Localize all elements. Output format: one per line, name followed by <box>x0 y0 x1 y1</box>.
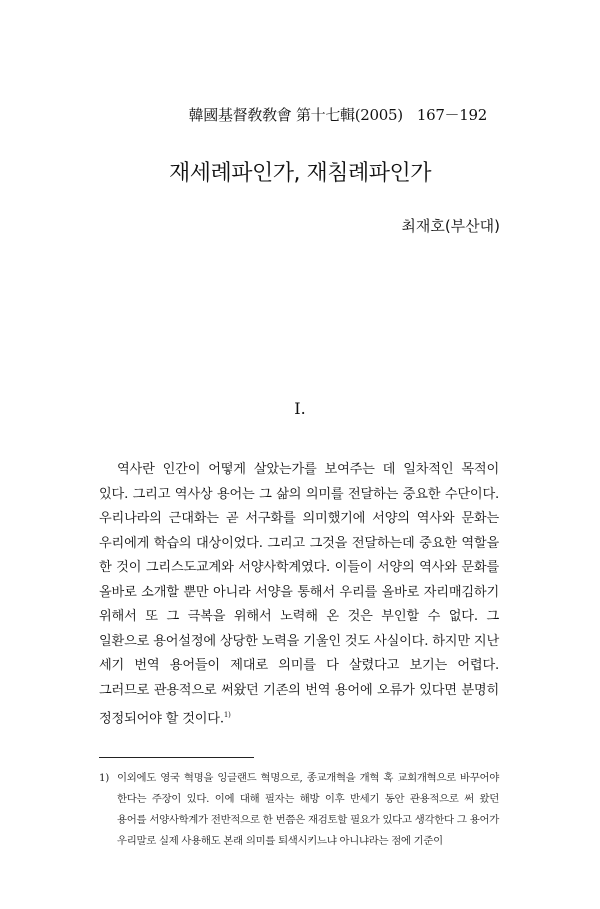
section-heading: I. <box>294 399 306 418</box>
footnote-mark: 1) <box>99 772 110 784</box>
footnote-reference[interactable]: 1) <box>223 711 231 719</box>
page-range: 167－192 <box>416 106 487 124</box>
article-title: 재세례파인가, 재침례파인가 <box>168 161 431 186</box>
body-paragraph <box>99 458 499 732</box>
paragraph-text: 역사란 인간이 어떻게 살았는가를 보여주는 데 일차적인 목적이 있다. 그리고 역사상 용어는 그 삶의 의미를 전달하는 중요한 수단이다. 우리나라의 근대화는 곧 서구화를 의미했기에 서양의 역사와 문화는 우리에게 학습의 대상이었다. 그리고 그것을 전달하는데 중요한 역할을 한 것이 그리스도교계와 서양사학계였다. 이들이 서양의 역사와 문화를 올바로 소개할 뿐만 아니라 서양을 통해서 우리를 올바로 자리매김하기 위해서 또 그 극복을 위해서 노력해 온 것은 부인할 수 없다. 그 일환으로 용어설정에 상당한 노력을 기울인 것도 사실이다. 하지만 지난 세기 번역 용어들이 제대로 의미를 다 살렸다고 보기는 어렵다. 그러므로 관용적으로 써왔던 기존의 번역 용어에 오류가 있다면 분명히 정정되어야 할 것이다. <box>99 462 499 727</box>
article-author: 최재호(부산대) <box>401 217 500 235</box>
footnote <box>99 768 499 852</box>
footnote-text: 이외에도 영국 혁명을 잉글랜드 혁명으로, 종교개혁을 개혁 혹 교회개혁으로 바꾸어야 한다는 주장이 있다. 이에 대해 필자는 해방 이후 반세기 동안 관용적으로 써 왔던 용어를 서양사학계가 전반적으로 한 번쯤은 재검토할 필요가 있다고 생각한다 그 용어가 우리말로 실제 사용해도 본래 의미를 퇴색시키느냐 아니냐라는 점에 기준이 <box>117 772 499 847</box>
footnote-divider <box>99 757 254 758</box>
running-header <box>189 104 487 125</box>
journal-name: 韓國基督敎敎會 第十七輯(2005) <box>188 106 403 124</box>
